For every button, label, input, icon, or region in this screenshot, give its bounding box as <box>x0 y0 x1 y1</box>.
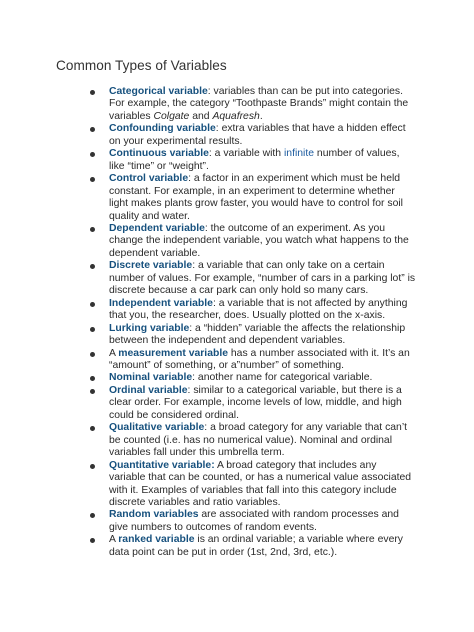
infinite-link[interactable]: infinite <box>283 148 315 160</box>
term-qualitative: Qualitative variable <box>109 422 205 434</box>
bullet-icon <box>90 538 95 543</box>
term-confounding: Confounding variable <box>109 123 216 135</box>
term-dependent: Dependent variable <box>109 222 205 234</box>
bullet-icon <box>90 264 95 269</box>
bullet-icon <box>90 227 95 232</box>
bullet-icon <box>90 376 95 381</box>
term-lurking: Lurking variable <box>109 322 190 334</box>
bullet-icon <box>90 389 95 394</box>
term-discrete: Discrete variable <box>109 260 193 272</box>
list-item-categorical: Categorical variable: variables than can be put into categories. For example, the category “Toothpaste Brands” might contain the variables Colgate and Aquafresh. <box>109 86 424 123</box>
term-independent: Independent variable <box>109 297 213 309</box>
list-item-discrete: Discrete variable: a variable that can only take on a certain number of values. For example, “number of cars in a parking lot” is discrete because a car park can only hold so many cars. <box>109 260 424 297</box>
list-item-control: Control variable: a factor in an experiment which must be held constant. For example, in an experiment to determine whether light makes plants grow faster, you would have to control for soil quality and water. <box>109 173 424 223</box>
term-random: Random variables <box>109 509 199 521</box>
term-quantitative: Quantitative variable: <box>109 459 215 471</box>
page-title: Common Types of Variables <box>56 58 227 73</box>
bullet-icon <box>90 352 95 357</box>
term-ordinal: Ordinal variable <box>109 384 188 396</box>
list-item-qualitative: Qualitative variable: a broad category for any variable that can’t be counted (i.e. has no numerical value). Nominal and ordinal variables fall under this umbrella term. <box>109 422 424 459</box>
bullet-icon <box>90 152 95 157</box>
term-measurement: measurement variable <box>118 347 228 359</box>
list-item-dependent: Dependent variable: the outcome of an experiment. As you change the independent variable, you watch what happens to the dependent variable. <box>109 223 424 260</box>
bullet-icon <box>90 302 95 307</box>
term-categorical: Categorical variable <box>109 86 208 97</box>
term-control: Control variable <box>109 173 189 185</box>
bullet-icon <box>90 464 95 469</box>
bullet-icon <box>90 327 95 332</box>
list-item-continuous: Continuous variable: a variable with infinite number of values, like “time” or “weight”. <box>109 148 424 173</box>
term-ranked: ranked variable <box>118 534 195 546</box>
list-item-independent: Independent variable: a variable that is not affected by anything that you, the researcher, does. Usually plotted on the x-axis. <box>109 298 424 323</box>
list-item-confounding: Confounding variable: extra variables that have a hidden effect on your experimental results. <box>109 123 424 148</box>
list-item-lurking: Lurking variable: a “hidden” variable the affects the relationship between the independent and dependent variables. <box>109 323 424 348</box>
variable-types-list <box>109 86 424 559</box>
list-item-measurement: A measurement variable has a number associated with it. It’s an “amount” of something, or a”number” of something. <box>109 348 424 373</box>
list-item-nominal: Nominal variable: another name for categorical variable. <box>109 372 424 384</box>
list-item-ranked: A ranked variable is an ordinal variable; a variable where every data point can be put in order (1st, 2nd, 3rd, etc.). <box>109 534 424 559</box>
bullet-icon <box>90 426 95 431</box>
term-continuous: Continuous variable <box>109 148 209 160</box>
bullet-icon <box>90 513 95 518</box>
bullet-icon <box>90 127 95 132</box>
bullet-icon <box>90 90 95 95</box>
bullet-icon <box>90 177 95 182</box>
list-item-ordinal: Ordinal variable: similar to a categorical variable, but there is a clear order. For example, income levels of low, middle, and high could be considered ordinal. <box>109 385 424 422</box>
list-item-quantitative: Quantitative variable: A broad category that includes any variable that can be counted, or has a numerical value associated with it. Examples of variables that fall into this category include discrete variables and ratio variables. <box>109 460 424 510</box>
list-item-random: Random variables are associated with random processes and give numbers to outcomes of random events. <box>109 509 424 534</box>
term-nominal: Nominal variable <box>109 372 193 384</box>
